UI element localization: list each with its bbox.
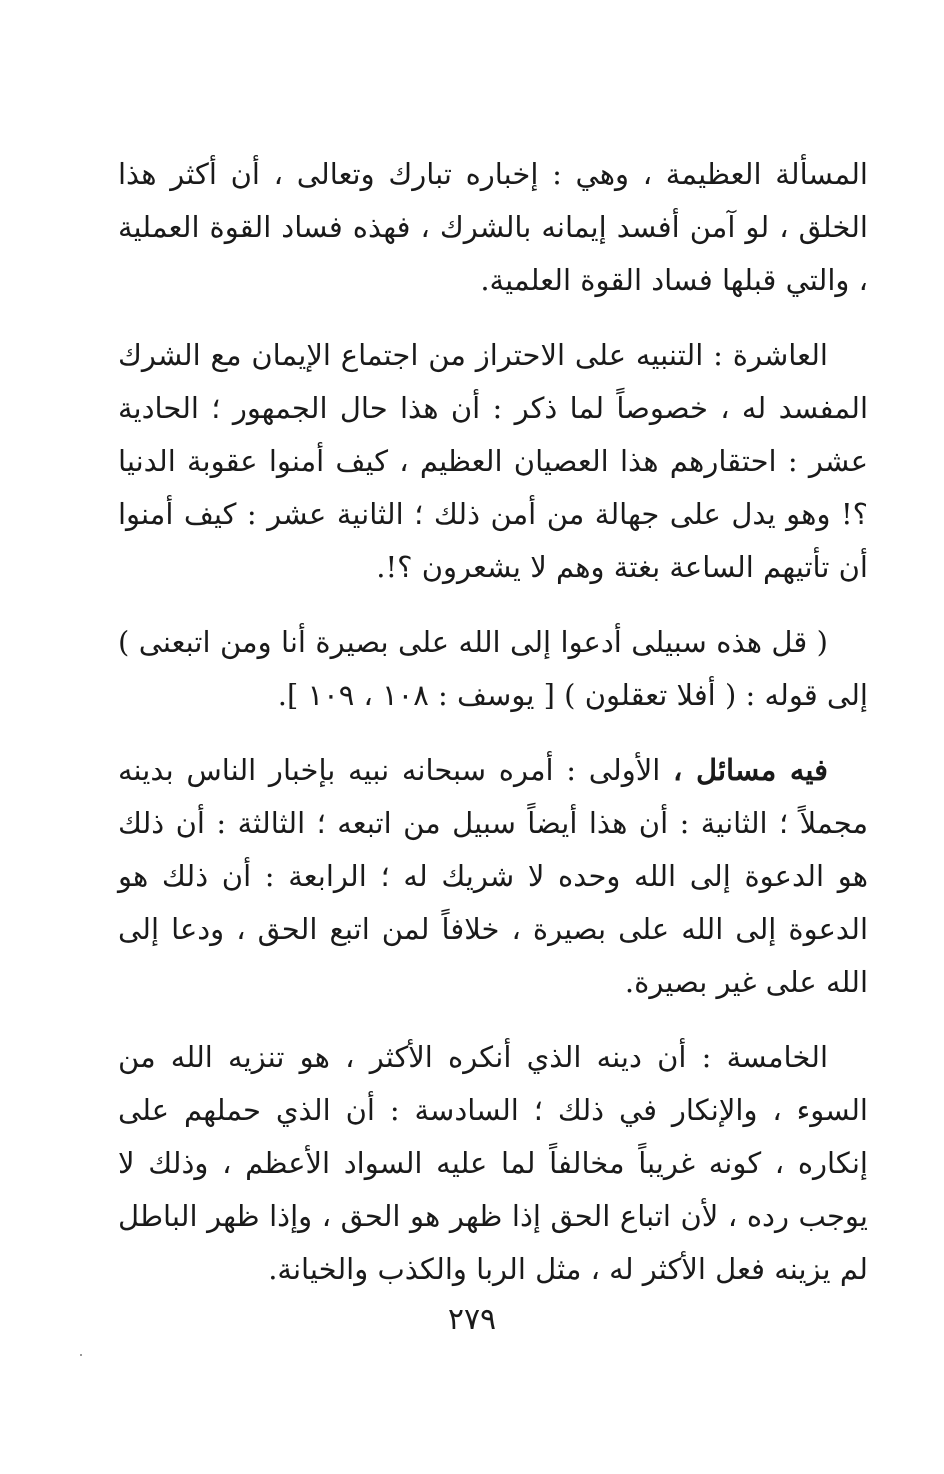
paragraph-2: [118, 329, 868, 594]
paragraph-2-text: العاشرة : التنبيه على الاحتراز من اجتماع الإيمان مع الشرك المفسد له ، خصوصاً لما ذكر : أن هذا حال الجمهور ؛ الحادية عشر : احتقارهم هذا العصيان العظيم ، كيف أمنوا عقوبة الدنيا ؟! وهو يدل على جهالة من أمن ذلك ؛ الثانية عشر : كيف أمنوا أن تأتيهم الساعة بغتة وهم لا يشعرون ؟!.: [118, 338, 868, 584]
paragraph-5: [118, 1031, 868, 1296]
scan-speck: [80, 1354, 82, 1356]
paragraph-4-lead: فيه مسائل ،: [673, 753, 828, 787]
page-body: [118, 148, 868, 1318]
page-number: ٢٧٩: [447, 1302, 497, 1337]
paragraph-3-text: ( قل هذه سبيلى أدعوا إلى الله على بصيرة أنا ومن اتبعنى ) إلى قوله : ( أفلا تعقلون ) [ يوسف : ١٠٨ ، ١٠٩ ].: [118, 625, 868, 712]
paragraph-5-text: الخامسة : أن دينه الذي أنكره الأكثر ، هو تنزيه الله من السوء ، والإنكار في ذلك ؛ السادسة : أن الذي حملهم على إنكاره ، كونه غريباً مخالفاً لما عليه السواد الأعظم ، وذلك لا يوجب رده ، لأن اتباع الحق إذا ظهر هو الحق ، وإذا ظهر الباطل لم يزينه فعل الأكثر له ، مثل الربا والكذب والخيانة.: [118, 1040, 868, 1286]
paragraph-4: [118, 744, 868, 1009]
paragraph-1: [118, 148, 868, 307]
paragraph-1-text: المسألة العظيمة ، وهي : إخباره تبارك وتعالى ، أن أكثر هذا الخلق ، لو آمن أفسد إيمانه بالشرك ، فهذه فساد القوة العملية ، والتي قبلها فساد القوة العلمية.: [118, 157, 868, 297]
paragraph-4-text: الأولى : أمره سبحانه نبيه بإخبار الناس بدينه مجملاً ؛ الثانية : أن هذا أيضاً سبيل من اتبعه ؛ الثالثة : أن ذلك هو الدعوة إلى الله وحده لا شريك له ؛ الرابعة : أن ذلك هو الدعوة إلى الله على بصيرة ، خلافاً لمن اتبع الحق ، ودعا إلى الله على غير بصيرة.: [118, 753, 868, 999]
paragraph-3-quran-verse: [118, 616, 868, 722]
